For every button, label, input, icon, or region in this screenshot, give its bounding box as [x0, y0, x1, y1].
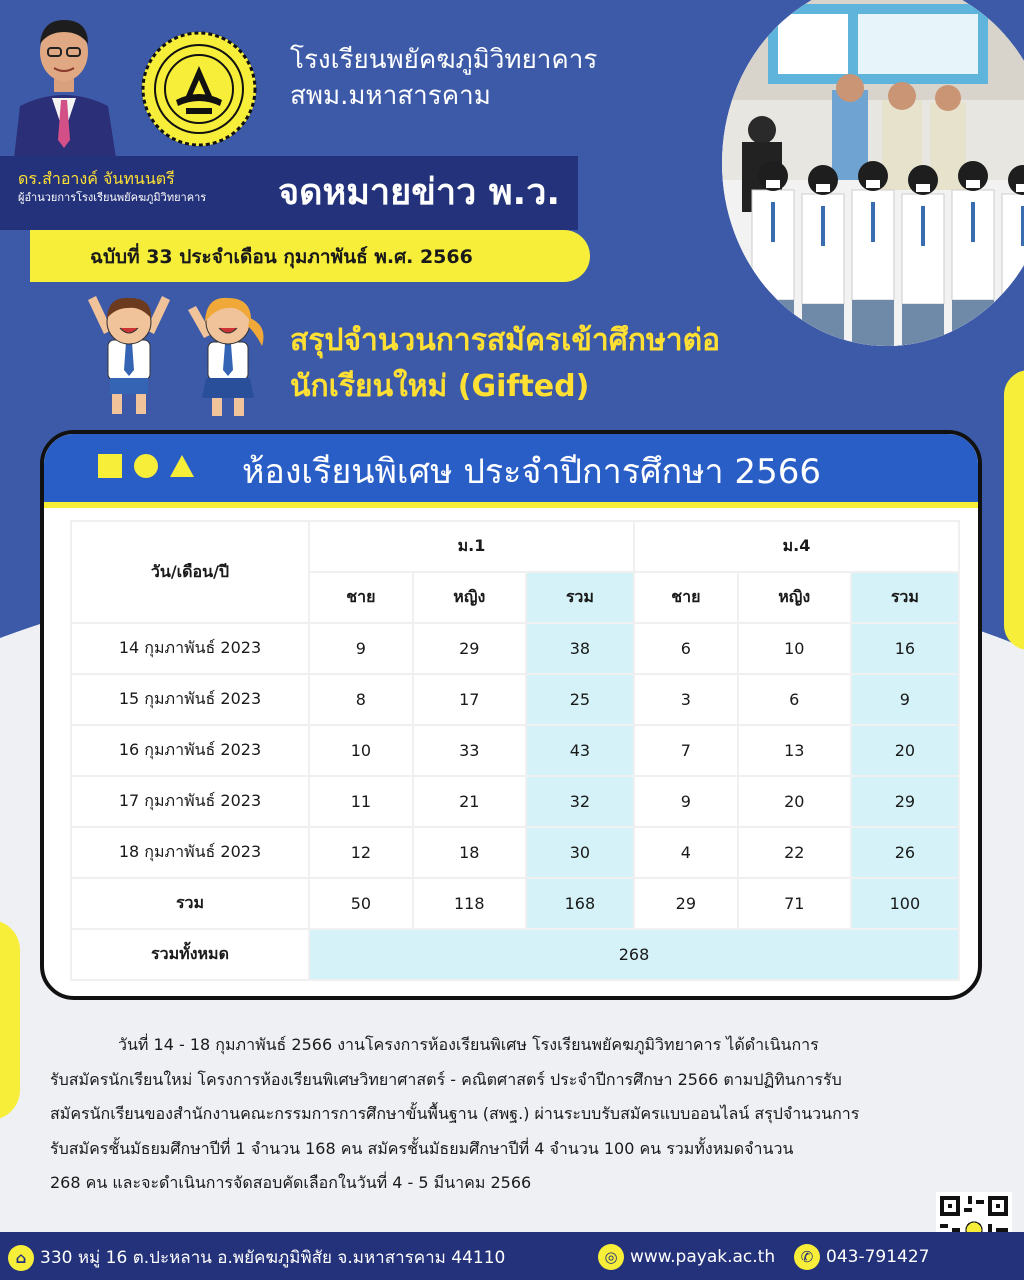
- cell-m1-female: 18: [413, 827, 526, 878]
- sum-m1-female: 118: [413, 878, 526, 929]
- table-row: [71, 623, 959, 674]
- cell-m4-male: 4: [634, 827, 738, 878]
- body-line4: รับสมัครชั้นมัธยมศึกษาปีที่ 1 จำนวน 168 คน สมัครชั้นมัธยมศึกษาปีที่ 4 จำนวน 100 คน รวมทั้งหมดจำนวน: [50, 1138, 794, 1158]
- school-name-line2: สพม.มหาสารคาม: [290, 81, 491, 111]
- row-date: 14 กุมภาพันธ์ 2023: [71, 623, 309, 674]
- event-photo: [722, 0, 1024, 346]
- cell-m4-total: 29: [851, 776, 959, 827]
- cell-m1-female: 21: [413, 776, 526, 827]
- col-m1-total: รวม: [526, 572, 634, 623]
- body-paragraph: [50, 1028, 990, 1201]
- cell-m4-female: 10: [738, 623, 851, 674]
- cell-m4-total: 20: [851, 725, 959, 776]
- cell-m4-female: 6: [738, 674, 851, 725]
- cell-m4-male: 6: [634, 623, 738, 674]
- school-name-line1: โรงเรียนพยัคฆภูมิวิทยาคาร: [290, 45, 598, 75]
- square-icon: [98, 454, 122, 478]
- row-date: 16 กุมภาพันธ์ 2023: [71, 725, 309, 776]
- director-info: [18, 168, 206, 206]
- cell-m1-male: 9: [309, 623, 413, 674]
- grand-total-value: 268: [309, 929, 959, 980]
- cell-m1-male: 12: [309, 827, 413, 878]
- cell-m4-male: 7: [634, 725, 738, 776]
- footer-website[interactable]: [598, 1244, 775, 1270]
- enrollment-card: [40, 430, 982, 1000]
- director-portrait: [8, 8, 120, 158]
- table-row: [71, 674, 959, 725]
- headline-line2: นักเรียนใหม่ (Gifted): [290, 369, 590, 404]
- school-logo: [140, 30, 258, 148]
- cell-m1-female: 33: [413, 725, 526, 776]
- cell-m4-female: 22: [738, 827, 851, 878]
- group-header-m4: ม.4: [634, 521, 959, 572]
- date-header: วัน/เดือน/ปี: [71, 521, 309, 623]
- decoration-yellow-right: [1004, 370, 1024, 650]
- website-link[interactable]: www.payak.ac.th: [630, 1247, 776, 1267]
- cell-m1-female: 17: [413, 674, 526, 725]
- globe-icon: ◎: [598, 1244, 624, 1270]
- table-row: [71, 776, 959, 827]
- body-line5: 268 คน และจะดำเนินการจัดสอบคัดเลือกในวันที่ 4 - 5 มีนาคม 2566: [50, 1173, 532, 1192]
- sum-m1-male: 50: [309, 878, 413, 929]
- sum-m4-male: 29: [634, 878, 738, 929]
- footer-address: [8, 1244, 505, 1271]
- row-date: 15 กุมภาพันธ์ 2023: [71, 674, 309, 725]
- issue-text: ฉบับที่ 33 ประจำเดือน กุมภาพันธ์ พ.ศ. 2566: [90, 246, 473, 268]
- phone-icon: ✆: [794, 1244, 820, 1270]
- card-shapes: [98, 454, 194, 478]
- cell-m4-male: 3: [634, 674, 738, 725]
- cell-m1-female: 29: [413, 623, 526, 674]
- table-sum-row: [71, 878, 959, 929]
- cell-m4-total: 26: [851, 827, 959, 878]
- cell-m1-total: 43: [526, 725, 634, 776]
- triangle-icon: [170, 455, 194, 477]
- cell-m4-female: 13: [738, 725, 851, 776]
- cell-m1-total: 30: [526, 827, 634, 878]
- cell-m1-male: 8: [309, 674, 413, 725]
- director-name: ดร.สำอางค์ จันทนนตรี: [18, 169, 175, 188]
- table-row: [71, 827, 959, 878]
- address-text: 330 หมู่ 16 ต.ปะหลาน อ.พยัคฆภูมิพิสัย จ.มหาสารคาม 44110: [40, 1248, 506, 1268]
- row-date: 17 กุมภาพันธ์ 2023: [71, 776, 309, 827]
- director-title: ผู้อำนวยการโรงเรียนพยัคฆภูมิวิทยาคาร: [18, 191, 207, 204]
- group-header-m1: ม.1: [309, 521, 634, 572]
- circle-icon: [134, 454, 158, 478]
- sum-m4-total: 100: [851, 878, 959, 929]
- table-grand-total-row: [71, 929, 959, 980]
- body-line2: รับสมัครนักเรียนใหม่ โครงการห้องเรียนพิเศษวิทยาศาสตร์ - คณิตศาสตร์ ประจำปีการศึกษา 2566 ตามปฏิทินการรับ: [50, 1069, 842, 1089]
- sum-label: รวม: [71, 878, 309, 929]
- phone-number[interactable]: 043-791427: [826, 1247, 930, 1267]
- headline-line1: สรุปจำนวนการสมัครเข้าศึกษาต่อ: [290, 323, 721, 358]
- body-line1: วันที่ 14 - 18 กุมภาพันธ์ 2566 งานโครงการห้องเรียนพิเศษ โรงเรียนพยัคฆภูมิวิทยาคาร ได้ดำเนินการ: [118, 1035, 819, 1054]
- decoration-yellow-left: [0, 920, 20, 1120]
- cell-m1-total: 38: [526, 623, 634, 674]
- cell-m4-total: 9: [851, 674, 959, 725]
- cell-m1-male: 10: [309, 725, 413, 776]
- card-title: ห้องเรียนพิเศษ ประจำปีการศึกษา 2566: [242, 452, 821, 492]
- col-m4-female: หญิง: [738, 572, 851, 623]
- sum-m4-female: 71: [738, 878, 851, 929]
- cell-m1-total: 32: [526, 776, 634, 827]
- home-icon: ⌂: [8, 1245, 34, 1271]
- body-line3: สมัครนักเรียนของสำนักงานคณะกรรมการการศึกษาขั้นพื้นฐาน (สพฐ.) ผ่านระบบรับสมัครแบบออนไลน์ สรุปจำนวนการ: [50, 1104, 860, 1123]
- col-m4-male: ชาย: [634, 572, 738, 623]
- cartoon-kids-illustration: [78, 290, 278, 420]
- cell-m1-total: 25: [526, 674, 634, 725]
- col-m1-male: ชาย: [309, 572, 413, 623]
- row-date: 18 กุมภาพันธ์ 2023: [71, 827, 309, 878]
- footer-phone[interactable]: [794, 1244, 929, 1270]
- table-row: [71, 725, 959, 776]
- sum-m1-total: 168: [526, 878, 634, 929]
- grand-total-label: รวมทั้งหมด: [71, 929, 309, 980]
- table-header-row: [71, 521, 959, 572]
- school-name: [290, 42, 597, 114]
- card-header: [44, 434, 978, 508]
- cell-m4-female: 20: [738, 776, 851, 827]
- cell-m4-total: 16: [851, 623, 959, 674]
- enrollment-table: [70, 520, 960, 981]
- headline: [290, 318, 720, 410]
- cell-m4-male: 9: [634, 776, 738, 827]
- cell-m1-male: 11: [309, 776, 413, 827]
- col-m1-female: หญิง: [413, 572, 526, 623]
- col-m4-total: รวม: [851, 572, 959, 623]
- newsletter-title: จดหมายข่าว พ.ว.: [278, 172, 561, 213]
